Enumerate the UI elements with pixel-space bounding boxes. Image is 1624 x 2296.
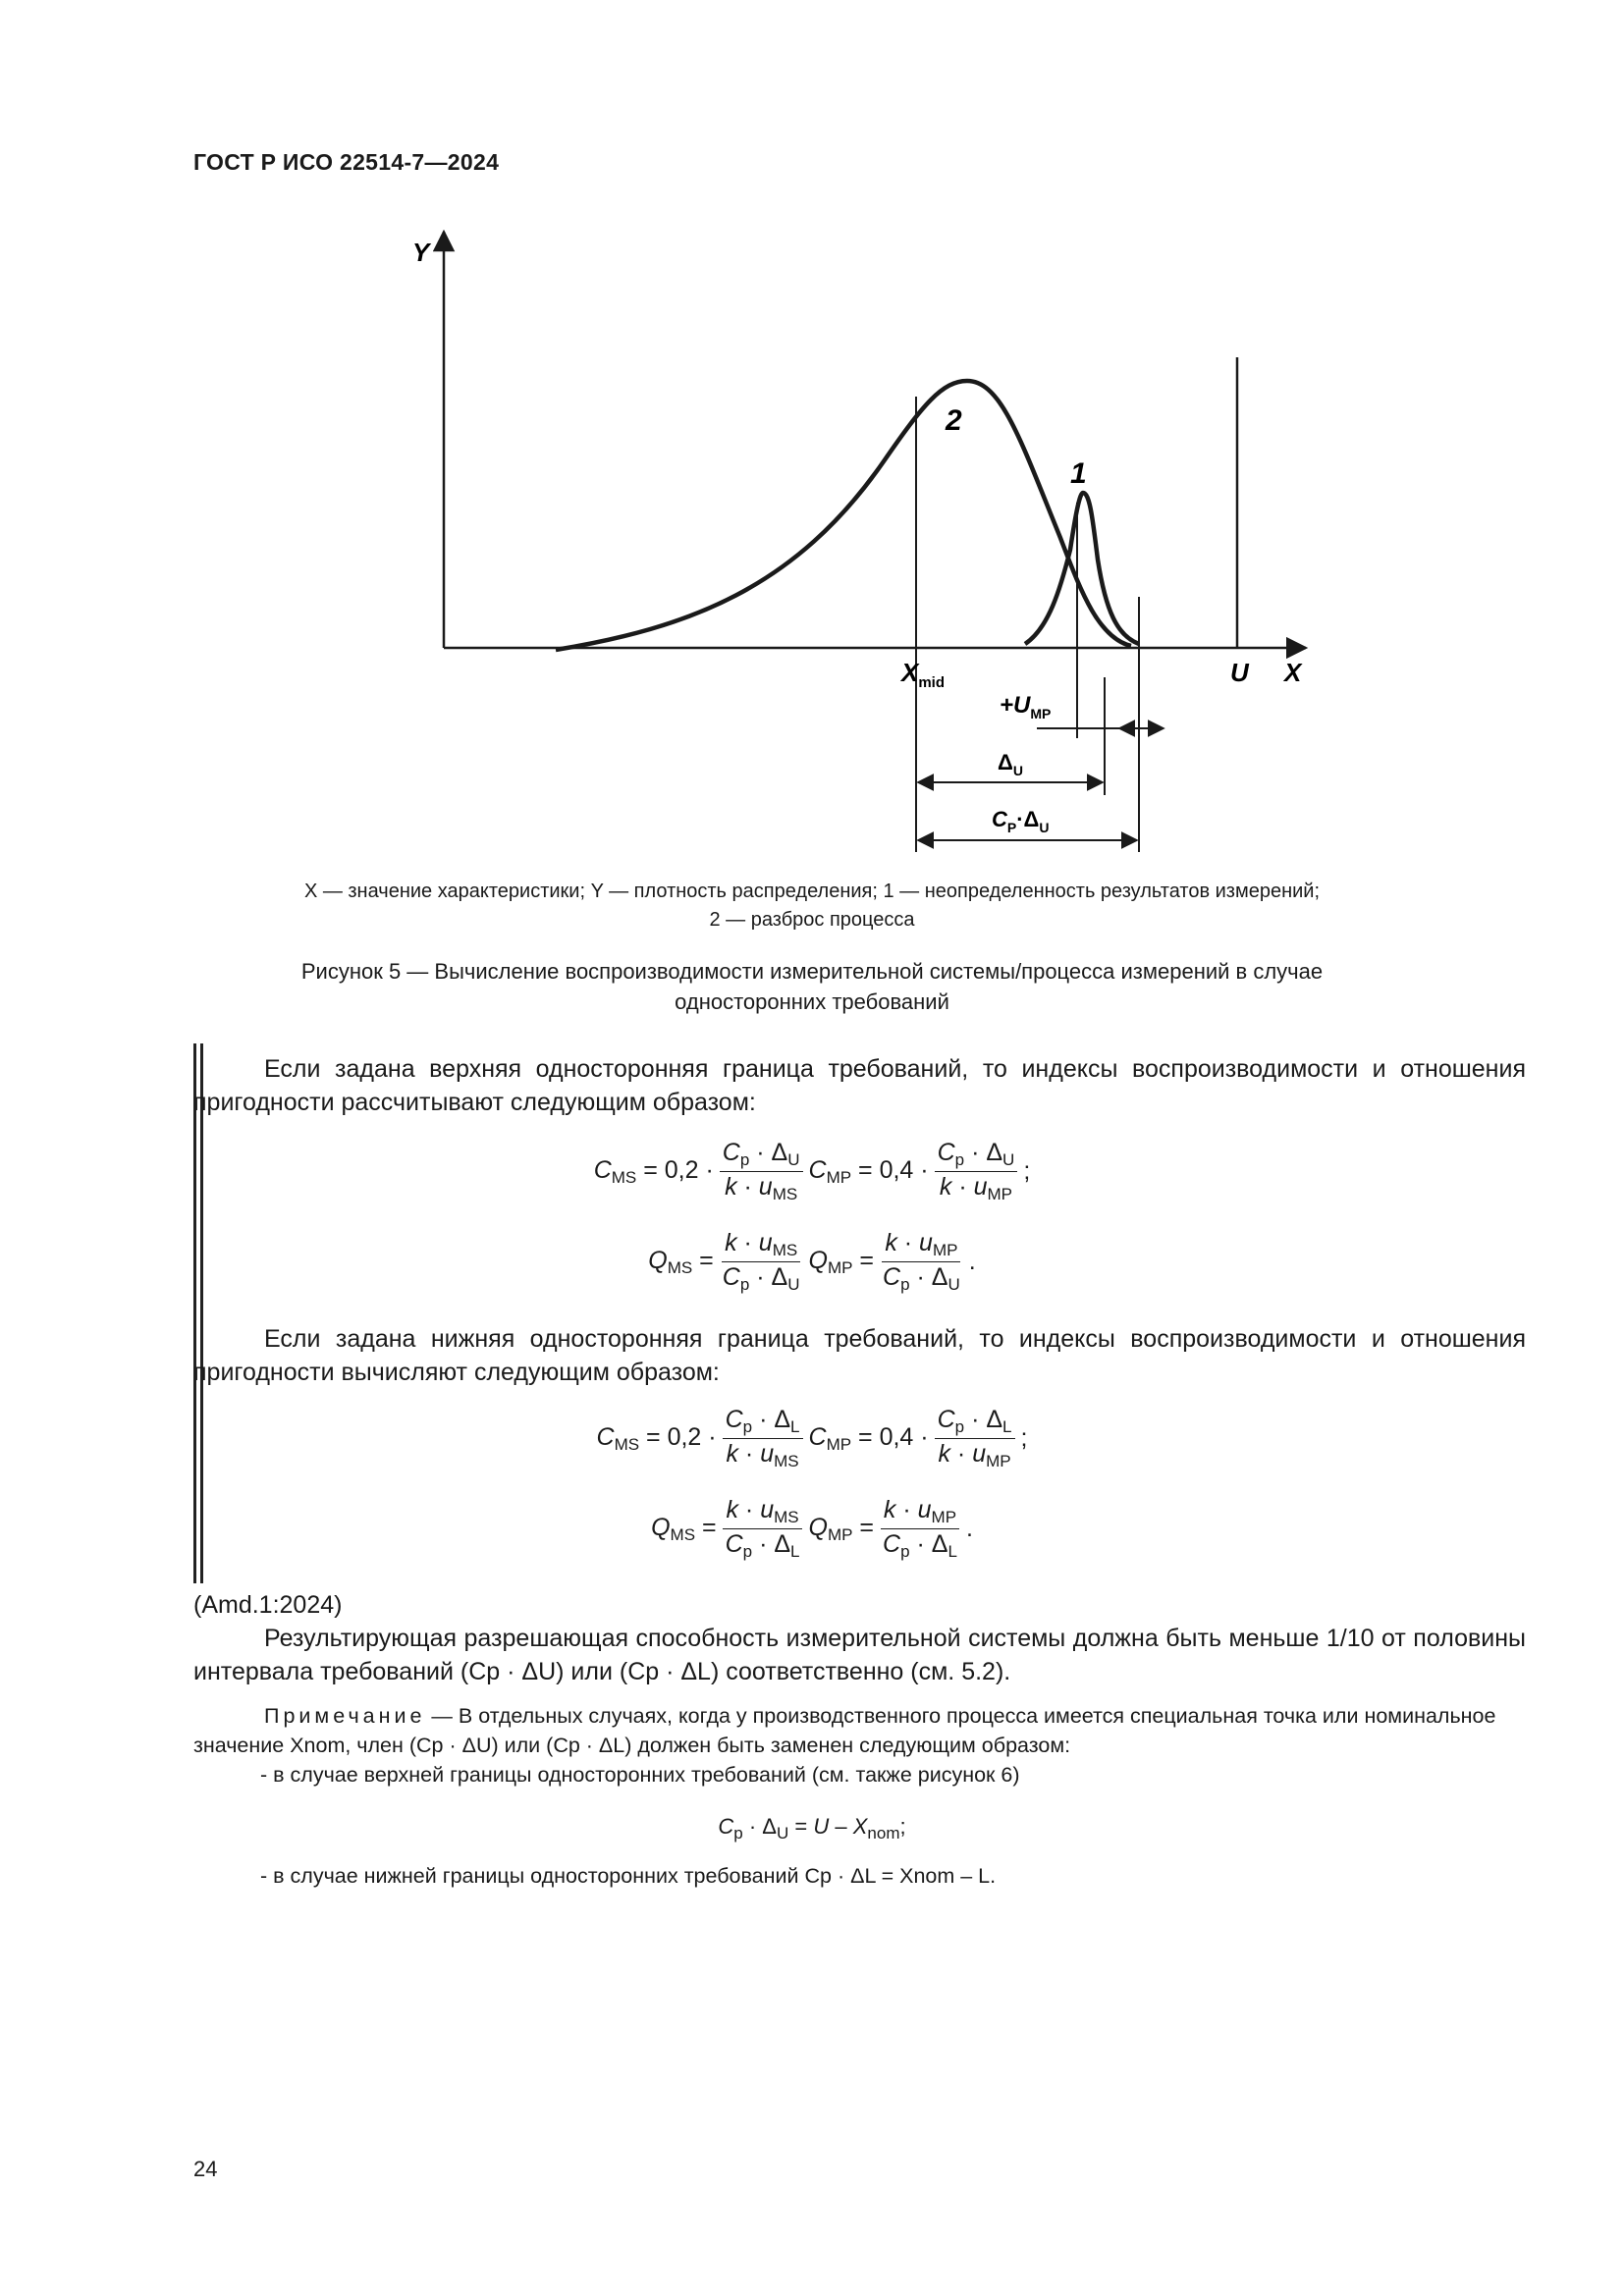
figure-5-diagram <box>0 0 1624 883</box>
caption-line-2: односторонних требований <box>675 989 949 1014</box>
note-text: — В отдельных случаях, когда у производственного процесса имеется специальная точка или номинальное значение Xnom, член (Cp · ΔU) или (Cp · ΔL) должен быть заменен следующим образом: <box>193 1704 1496 1757</box>
figure-caption <box>177 956 1447 1017</box>
u-label: U <box>1230 658 1249 687</box>
figure-legend <box>177 878 1447 934</box>
paragraph-upper-limit: Если задана верхняя односторонняя граница требований, то индексы воспроизводимости и отношения пригодности рассчитывают следующим образом: <box>193 1055 1526 1116</box>
formula-qms-lower: $Q_{MS}$ = $\frac{k \cdot u_{MS}}{C_p \cdot \Delta_L}$ $Q_{MP}$ = $\frac{k \cdot u_{MP}}{C_p \cdot \Delta_L}$ . <box>651 1496 973 1561</box>
bullet-lower: - в случае нижней границы односторонних требований Cp · ΔL = Xnom – L. <box>260 1864 997 1888</box>
x-mid-label: $X_{mid}$ <box>901 658 946 691</box>
x-axis-label: X <box>1284 658 1302 687</box>
curve-1-label: 1 <box>1070 457 1087 490</box>
paragraph-lower-limit: Если задана нижняя односторонняя граница требований, то индексы воспроизводимости и отношения пригодности вычисляют следующим образом: <box>193 1325 1526 1386</box>
ump-label: $+U_{MP}$ <box>1000 692 1052 721</box>
document-header: ГОСТ Р ИСО 22514-7—2024 <box>193 149 500 175</box>
legend-line-1: X — значение характеристики; Y — плотность распределения; 1 — неопределенность результатов измерений; <box>303 881 1321 902</box>
delta-u-label: $\Delta_U$ <box>998 750 1023 778</box>
bullet-upper: - в случае верхней границы односторонних требований (см. также рисунок 6) <box>260 1763 1020 1787</box>
process-spread-curve <box>556 381 1131 650</box>
y-axis-label: Y <box>412 238 430 267</box>
caption-line-1: Рисунок 5 — Вычисление воспроизводимости измерительной системы/процесса измерений в случае <box>300 959 1324 984</box>
amendment-reference: (Amd.1:2024) <box>193 1591 343 1619</box>
formula-cp-delta-upper: $C_p \cdot \Delta_U = U - X_{nom}$; <box>718 1814 906 1842</box>
note-block <box>193 1701 1526 1760</box>
curve-2-label: 2 <box>946 404 962 437</box>
cp-delta-u-label: $C_P\cdot\Delta_U$ <box>992 807 1050 835</box>
formula-cms-lower: $C_{MS} = 0,2$ · $\frac{C_p \cdot \Delta_L}{k \cdot u_{MS}}$ $C_{MP} = 0,4$ · $\frac{C_p \cdot \Delta_L}{k \cdot u_{MP}}$ ; <box>596 1406 1028 1470</box>
legend-line-2: 2 — разброс процесса <box>709 909 915 931</box>
paragraph-resolution: Результирующая разрешающая способность измерительной системы должна быть меньше 1/10 от половины интервала требований (Cp · ΔU) или (Cp · ΔL) соответственно (см. 5.2). <box>193 1625 1526 1685</box>
page-number: 24 <box>193 2157 218 2181</box>
formula-cms-upper: $C_{MS} = 0,2$ · $\frac{C_p \cdot \Delta_U}{k \cdot u_{MS}}$ $C_{MP} = 0,4$ · $\frac{C_p \cdot \Delta_U}{k \cdot u_{MP}}$ ; <box>593 1139 1031 1203</box>
uncertainty-curve <box>1025 493 1139 644</box>
note-label: Примечание <box>264 1704 426 1728</box>
formula-qms-upper: $Q_{MS}$ = $\frac{k \cdot u_{MS}}{C_p \cdot \Delta_U}$ $Q_{MP}$ = $\frac{k \cdot u_{MP}}{C_p \cdot \Delta_U}$ . <box>648 1229 976 1294</box>
